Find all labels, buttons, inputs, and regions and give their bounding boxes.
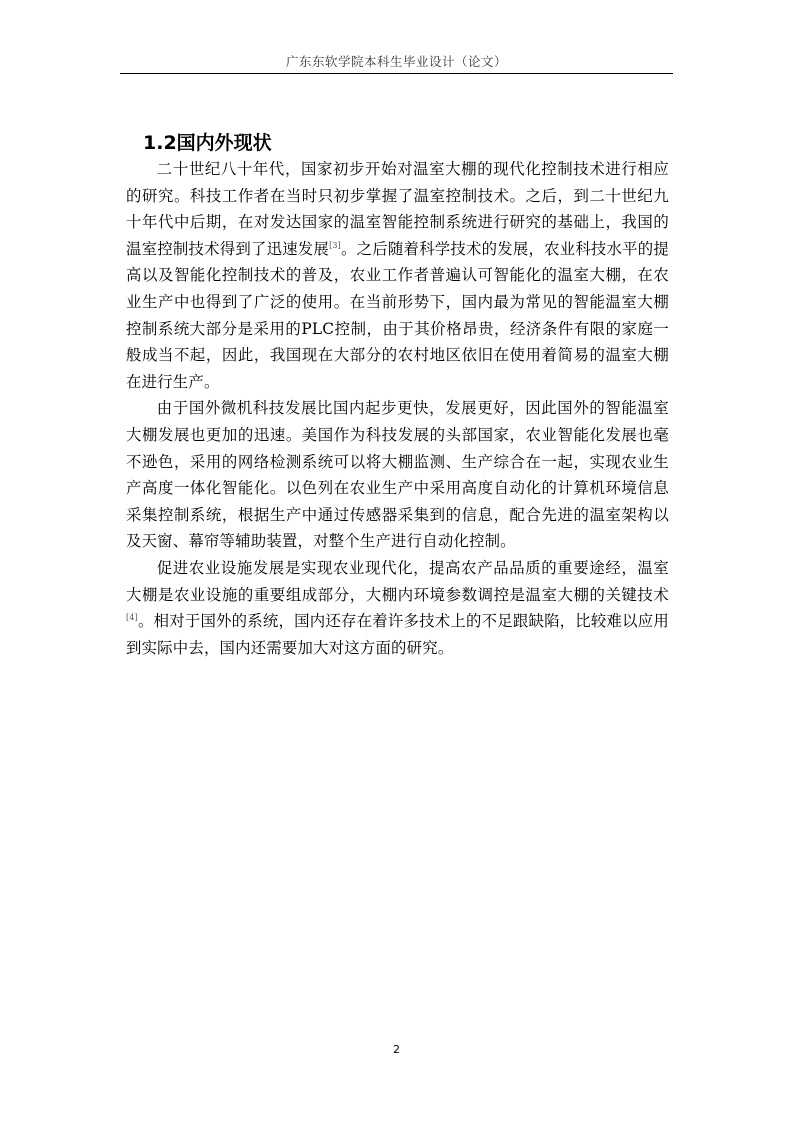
citation-reference: [3]	[329, 240, 341, 250]
page-number: 2	[393, 1043, 400, 1056]
paragraph-text: 。之后随着科学技术的发展，农业科技水平的提高以及智能化控制技术的普及，农业工作者普遍认可智能化的温室大棚，在农业生产中也得到了广泛的使用。在当前形势下，国内最为常见的智能温室大棚控制系统大部分是采用的PLC控制，由于其价格昂贵，经济条件有限的家庭一般成当不起，因此，我国现在大部分的农村地区依旧在使用着简易的温室大棚在进行生产。	[126, 239, 670, 391]
section-title: 1.2国内外现状	[143, 132, 272, 154]
header-divider	[120, 73, 673, 74]
section-body	[126, 156, 669, 661]
paragraph-domestic-status	[126, 156, 669, 395]
paragraph-text: 。相对于国外的系统，国内还存在着许多技术上的不足跟缺陷，比较难以应用到实际中去，国内还需要加大对这方面的研究。	[126, 612, 669, 657]
paragraph-foreign-status: 由于国外微机科技发展比国内起步更快，发展更好，因此国外的智能温室大棚发展也更加的迅速。美国作为科技发展的头部国家，农业智能化发展也毫不逊色，采用的网络检测系统可以将大棚监测、生产综合在一起，实现农业生产高度一体化智能化。以色列在农业生产中采用高度自动化的计算机环境信息采集控制系统，根据生产中通过传感器采集到的信息，配合先进的温室架构以及天窗、幕帘等辅助装置，对整个生产进行自动化控制。	[126, 399, 669, 551]
citation-reference: [4]	[126, 612, 138, 622]
paragraph-text: 二十世纪八十年代，国家初步开始对温室大棚的现代化控制技术进行相应的研究。科技工作者在当时只初步掌握了温室控制技术。之后，到二十世纪九十年代中后期，在对发达国家的温室智能控制系统进行研究的基础上，我国的温室控制技术得到了迅速发展	[126, 160, 669, 258]
page-header: 广东东软学院本科生毕业设计（论文）	[285, 54, 507, 69]
paragraph-summary	[126, 555, 669, 661]
paragraph-text: 促进农业设施发展是实现农业现代化，提高农产品品质的重要途经，温室大棚是农业设施的重要组成部分，大棚内环境参数调控是温室大棚的关键技术	[126, 558, 669, 604]
